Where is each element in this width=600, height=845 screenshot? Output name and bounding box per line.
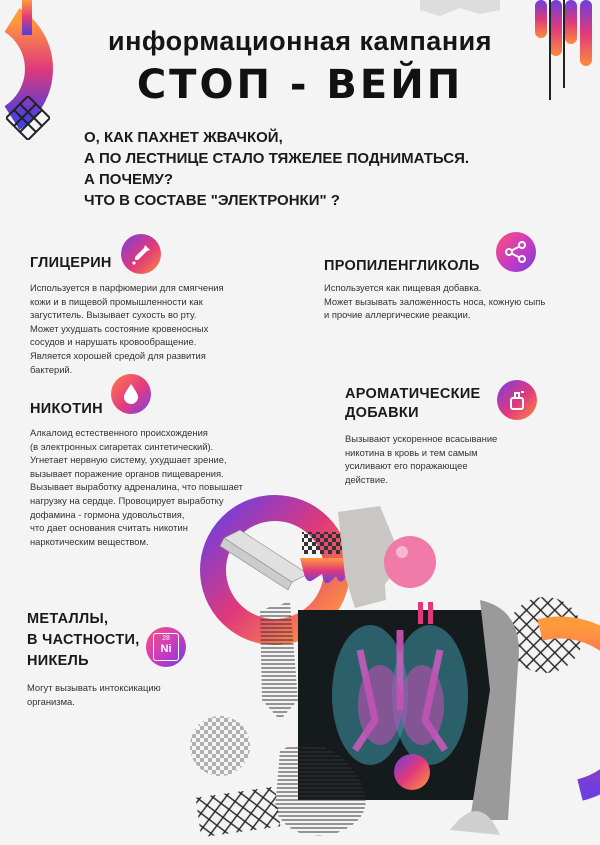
text-line: (в электронных сигаретах синтетический). — [30, 440, 214, 452]
text-line: что дает основания считать никотин — [30, 522, 188, 534]
text-line: усиливают его поражающее — [345, 460, 468, 472]
staircase-shape — [220, 530, 308, 590]
aroma-text — [345, 432, 497, 486]
text-line: Может ухудшать состояние кровеносных — [30, 322, 209, 334]
question-line: А ПОЧЕМУ? — [84, 171, 173, 188]
text-line: бактерий. — [30, 363, 73, 375]
aroma-heading — [345, 385, 481, 423]
glycerin-text — [30, 281, 224, 376]
text-line: кожи и в пищевой промышленности как — [30, 295, 203, 307]
text-line: Может вызывать заложенность носа, кожную сыпь — [324, 295, 546, 307]
text-line: Могут вызывать интоксикацию — [27, 682, 161, 693]
metals-text — [27, 681, 161, 708]
gradient-sphere — [394, 754, 430, 790]
text-line: вызывает поражение органов пищеварения. — [30, 467, 224, 479]
dotted-circle — [190, 716, 250, 776]
text-line: Используется в парфюмерии для смягчения — [30, 282, 224, 293]
campaign-subtitle: информационная кампания — [107, 26, 492, 56]
text-line: Алкалоид естественного происхождения — [30, 427, 208, 438]
text-line: никотина в кровь и тем самым — [345, 446, 478, 458]
heading-line: МЕТАЛЛЫ, — [27, 611, 109, 627]
text-line: загуститель. Вызывает сухость во рту. — [30, 309, 197, 321]
text-line: действие. — [345, 473, 388, 485]
text-line: организма. — [27, 695, 75, 707]
collage-illustration — [180, 490, 600, 845]
campaign-title: СТОП - ВЕЙП — [136, 62, 464, 108]
perfume-bottle-icon — [497, 380, 537, 420]
text-line: наркотическим веществом. — [30, 535, 149, 547]
intro-question — [84, 127, 554, 211]
question-line: О, КАК ПАХНЕТ ЖВАЧКОЙ, — [84, 129, 283, 146]
text-line: Вызывает выработку адреналина, что повышает — [30, 481, 243, 493]
text-line: Является хорошей средой для развития — [30, 349, 206, 361]
text-line: сосудов и нарушать кровообращение. — [30, 336, 197, 348]
element-number: 28 — [162, 635, 170, 642]
text-line: нагрузку на сердце. Провоцирует выработку — [30, 494, 224, 506]
element-symbol: Ni — [160, 643, 172, 655]
nicotine-heading: НИКОТИН — [30, 401, 103, 417]
propylene-heading: ПРОПИЛЕНГЛИКОЛЬ — [324, 258, 480, 274]
text-line: дофамина - гормона удовольствия, — [30, 508, 185, 520]
glycerin-heading: ГЛИЦЕРИН — [30, 255, 112, 271]
text-line: Используется как пищевая добавка. — [324, 282, 482, 293]
heading-line: НИКЕЛЬ — [27, 653, 89, 669]
text-line: Угнетает нервную систему, ухудшает зрение, — [30, 454, 227, 466]
dropper-icon — [121, 234, 161, 274]
heading-line: В ЧАСТНОСТИ, — [27, 632, 140, 648]
decorative-torn-paper-top — [420, 0, 500, 20]
heading-line: ДОБАВКИ — [345, 405, 419, 421]
chain-link-fence — [196, 787, 281, 838]
bubblegum-bubble — [384, 536, 436, 588]
text-line: и прочие аллергические реакции. — [324, 309, 471, 321]
heading-line: АРОМАТИЧЕСКИЕ — [345, 386, 481, 402]
text-line: Вызывают ускоренное всасывание — [345, 433, 498, 444]
question-line: ЧТО В СОСТАВЕ "ЭЛЕКТРОНКИ" ? — [84, 192, 340, 209]
molecule-icon — [496, 232, 536, 272]
question-line: А ПО ЛЕСТНИЦЕ СТАЛО ТЯЖЕЛЕЕ ПОДНИМАТЬСЯ. — [84, 150, 470, 167]
drop-icon — [111, 374, 151, 414]
propylene-text — [324, 281, 545, 322]
metals-heading — [27, 609, 140, 672]
